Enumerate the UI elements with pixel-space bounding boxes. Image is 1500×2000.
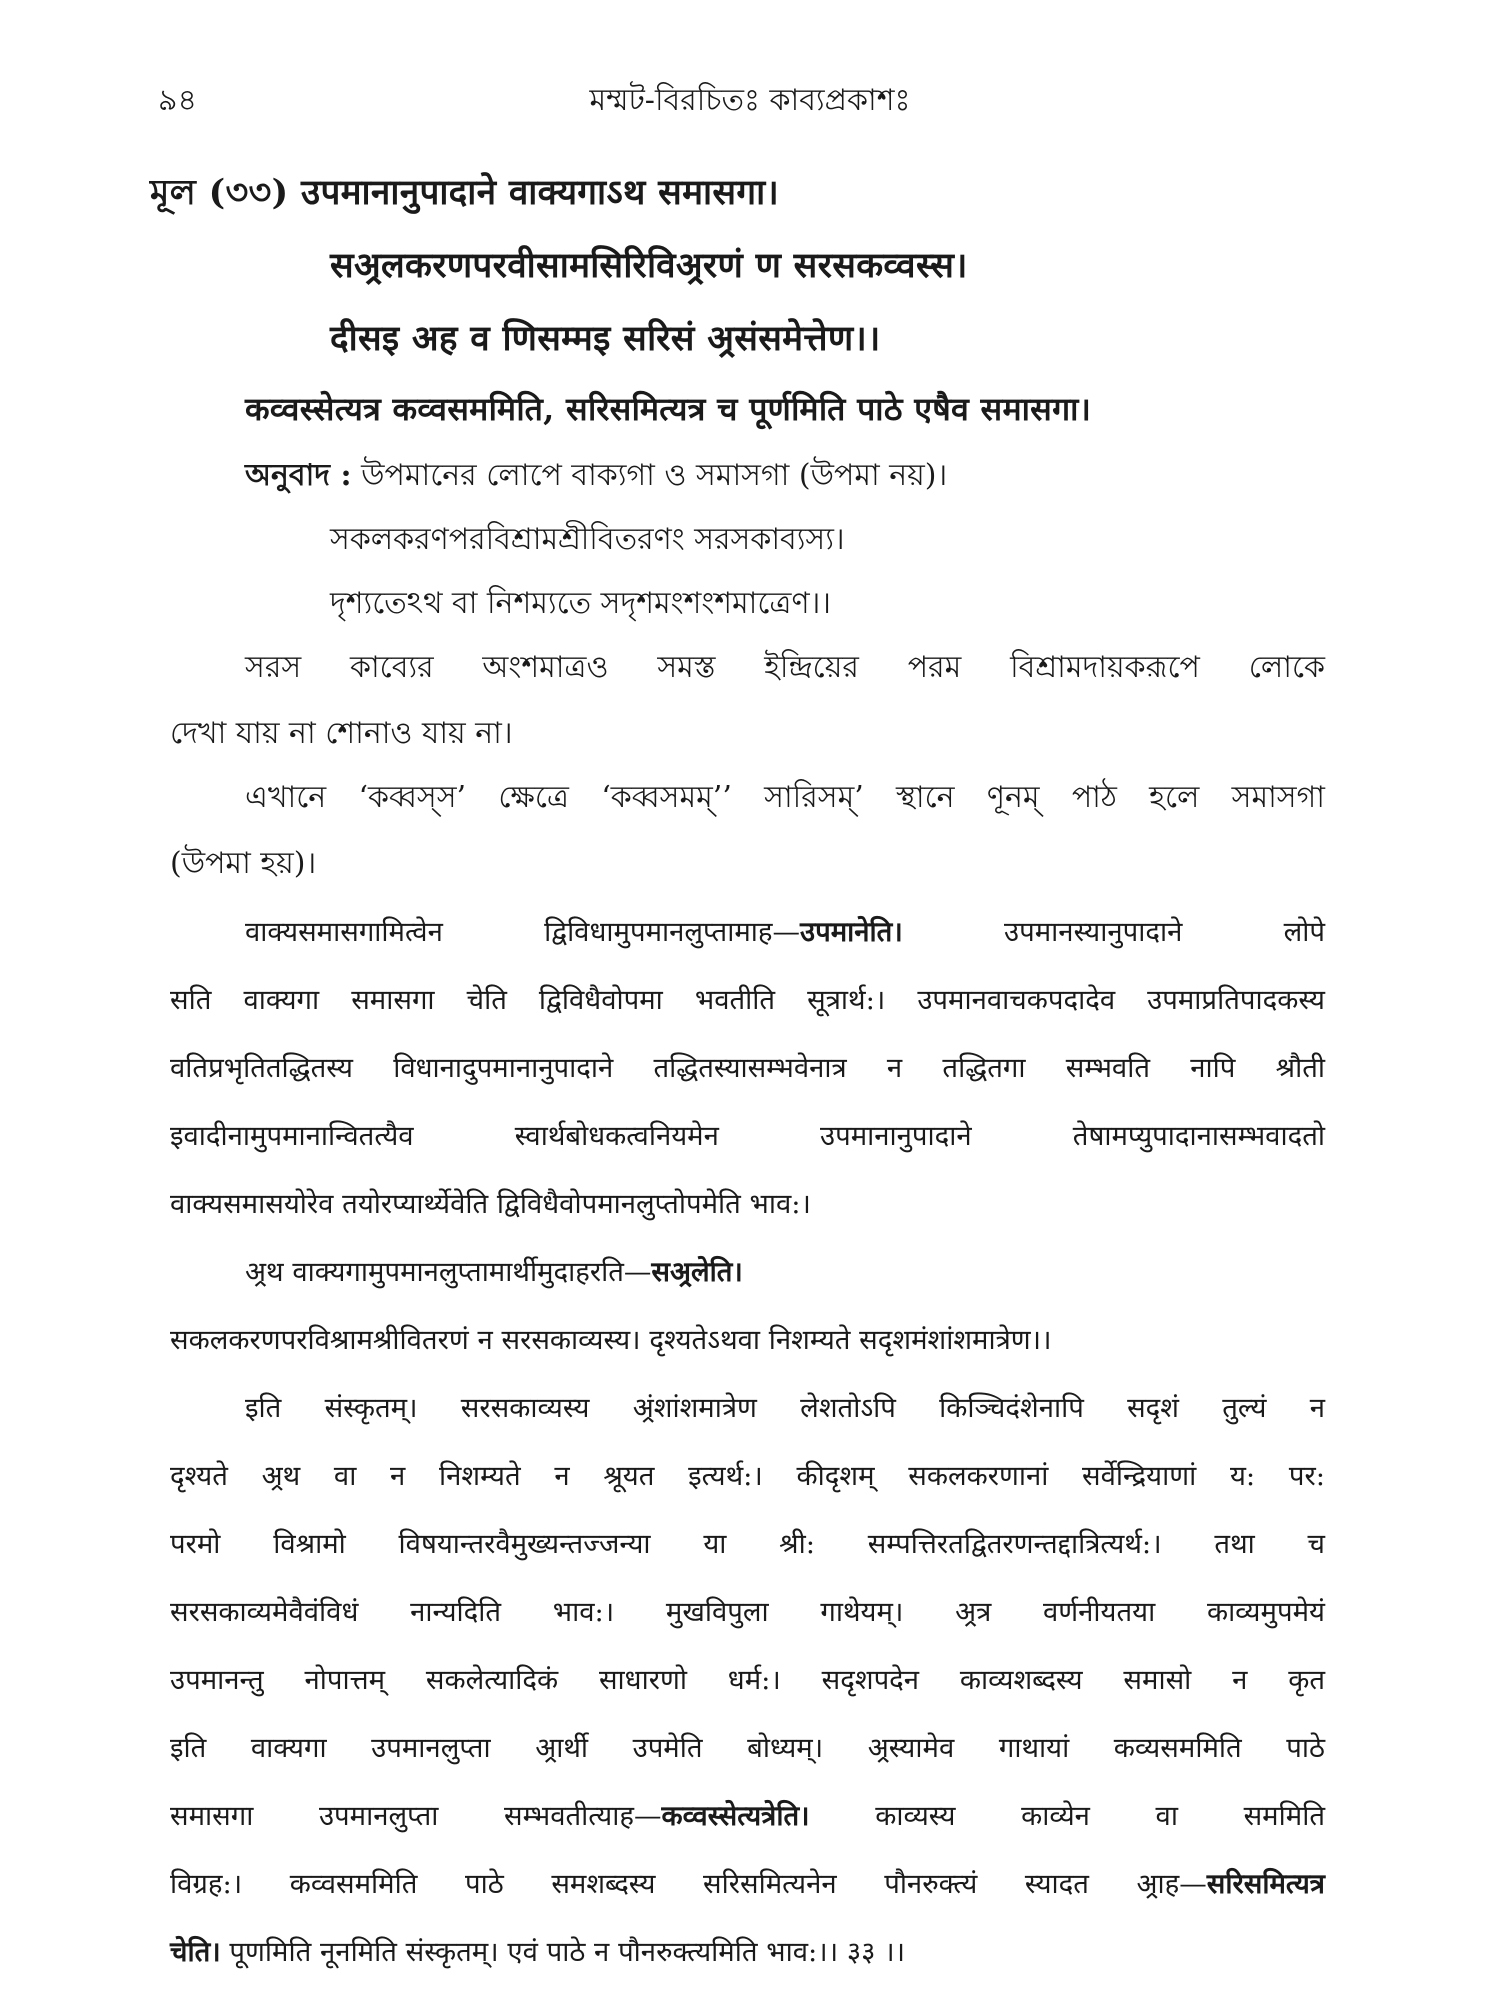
comm-text: काव्यस्य काव्येन वा सममिति <box>809 1800 1325 1832</box>
commentary-p3-line-3: परमो विश्रामो विषयान्तरवैमुख्यन्तज्जन्या या श्री: सम्पत्तिरतद्वितरणन्तद्दात्रित्यर्थ:। तथा च <box>170 1528 1325 1560</box>
comm-text: वाक्यसमासगामित्वेन द्विविधामुपमानलुप्तामाह— <box>245 916 800 948</box>
verse-number: (৩৩) <box>208 172 289 213</box>
mula-label: মূল <box>150 172 197 213</box>
anuvad-line-3: দৃশ্যতেঽথ বা নিশম্যতে সদৃশমংশংশমাত্রেণ।। <box>330 586 832 621</box>
pratika-saaleti: सअ्रलेति। <box>651 1256 743 1288</box>
pratika-cheti: चेति। <box>170 1936 221 1968</box>
commentary-p3-line-5: उपमानन्तु नोपात्तम् सकलेत्यादिकं साधारणो धर्म:। सदृशपदेन काव्यशब्दस्य समासो न कृत <box>170 1664 1325 1696</box>
commentary-p1-line-2: सति वाक्यगा समासगा चेति द्विविधैवोपमा भवतीति सूत्रार्थ:। उपमानवाचकपदादेव उपमाप्रतिपादकस्य <box>170 984 1325 1016</box>
comm-text: उपमानस्यानुपादाने लोपे <box>902 916 1326 948</box>
comm-text: समासगा उपमानलुप्ता सम्भवतीत्याह— <box>170 1800 662 1832</box>
commentary-p3-line-1: इति संस्कृतम्। सरसकाव्यस्य अ्रंशांशमात्रेण लेशतोऽपि किञ्चिदंशेनापि सदृशं तुल्यं न <box>245 1392 1325 1424</box>
commentary-p1-line-4: इवादीनामुपमानान्वितत्यैव स्वार्थबोधकत्वनियमेन उपमानानुपादाने तेषामप्युपादानासम्भवादतो <box>170 1120 1325 1152</box>
running-title: মম্মট-বিরচিতঃ কাব্যপ্রকাশঃ <box>589 83 911 118</box>
mula-line-2: सअ्रलकरणपरवीसामसिरिविअ्ररणं ण सरसकव्वस्स। <box>330 245 968 286</box>
commentary-p3-line-4: सरसकाव्यमेवैवंविधं नान्यदिति भाव:। मुखविपुला गाथेयम्। अ्रत्र वर्णनीयतया काव्यमुपमेयं <box>170 1596 1325 1628</box>
anuvad-line-1 <box>245 458 947 494</box>
commentary-sanskrit-chaya: सकलकरणपरविश्रामश्रीवितरणं न सरसकाव्यस्य। दृश्यतेऽथवा निशम्यते सदृशमंशांशमात्रेण।। <box>170 1324 1052 1356</box>
anuvad-text-1: উপমানের লোপে বাক্যগা ও সমাসগা (উপমা নয়)। <box>361 458 948 493</box>
mula-line-1 <box>150 172 779 214</box>
comm-text: अ्रथ वाक्यगामुपमानलुप्तामार्थीमुदाहरति— <box>245 1256 652 1288</box>
commentary-p3-line-7 <box>170 1800 1325 1833</box>
page-number: ৯৪ <box>158 83 197 118</box>
comm-text: पूणमिति नूनमिति संस्कृतम्। एवं पाठे न पौनरुक्त्यमिति भाव:।। ३३ ।। <box>220 1936 906 1968</box>
anuvad-line-6: এখানে ‘কব্বস্‌স’ ক্ষেত্রে ‘কব্বসমম্’’ সারিসম্’ স্থানে ণূনম্ পাঠ হলে সমাসগা <box>245 780 1325 815</box>
mula-text-1: उपमानानुपादाने वाक्यगाऽथ समासगा। <box>300 172 780 213</box>
anuvad-line-5: দেখা যায় না শোনাও যায় না। <box>170 716 513 751</box>
commentary-p3-line-9 <box>170 1936 905 1969</box>
commentary-p3-line-8 <box>170 1868 1325 1901</box>
pratika-sarisamityatra: सरिसमित्यत्र <box>1206 1868 1325 1900</box>
comm-text: विग्रह:। कव्वसममिति पाठे समशब्दस्य सरिसमित्यनेन पौनरुक्त्यं स्यादत अ्राह— <box>170 1868 1207 1900</box>
commentary-p3-line-2: दृश्यते अ्रथ वा न निशम्यते न श्रूयत इत्यर्थ:। कीदृशम् सकलकरणानां सर्वेन्द्रियाणां य: पर: <box>170 1460 1325 1492</box>
commentary-p1-line-5: वाक्यसमासयोरेव तयोरप्यार्थ्येवेति द्विविधैवोपमानलुप्तोपमेति भाव:। <box>170 1188 811 1220</box>
mula-line-4: कव्वस्सेत्यत्र कव्वसममिति, सरिसमित्यत्र च पूर्णमिति पाठे एषैव समासगा। <box>245 390 1092 428</box>
pratika-kavvassetyatreti: कव्वस्सेत्यत्रेति। <box>661 1800 810 1832</box>
commentary-p2-line-1 <box>245 1256 743 1289</box>
mula-line-3: दीसइ अह व णिसम्मइ सरिसं अ्रसंसमेत्तेण।। <box>330 318 881 359</box>
commentary-p1-line-3: वतिप्रभृतितद्धितस्य विधानादुपमानानुपादाने तद्धितस्यासम्भवेनात्र न तद्धितगा सम्भवति नापि श्रौती <box>170 1052 1325 1084</box>
anuvad-line-4: সরস কাব্যের অংশমাত্রও সমস্ত ইন্দ্রিয়ের পরম বিশ্রামদায়করূপে লোকে <box>245 650 1325 685</box>
anuvad-line-2: সকলকরণপরবিশ্রামশ্রীবিতরণং সরসকাব্যস্য। <box>330 522 845 557</box>
anuvad-line-7: (উপমা হয়)। <box>170 846 317 881</box>
commentary-p3-line-6: इति वाक्यगा उपमानलुप्ता अ्रार्थी उपमेति बोध्यम्। अ्रस्यामेव गाथायां कव्यसममिति पाठे <box>170 1732 1325 1764</box>
pratika-upamaneti: उपमानेति। <box>800 916 903 948</box>
commentary-p1-line-1 <box>245 916 1325 949</box>
anuvad-label: অনুবাদ : <box>245 458 352 493</box>
